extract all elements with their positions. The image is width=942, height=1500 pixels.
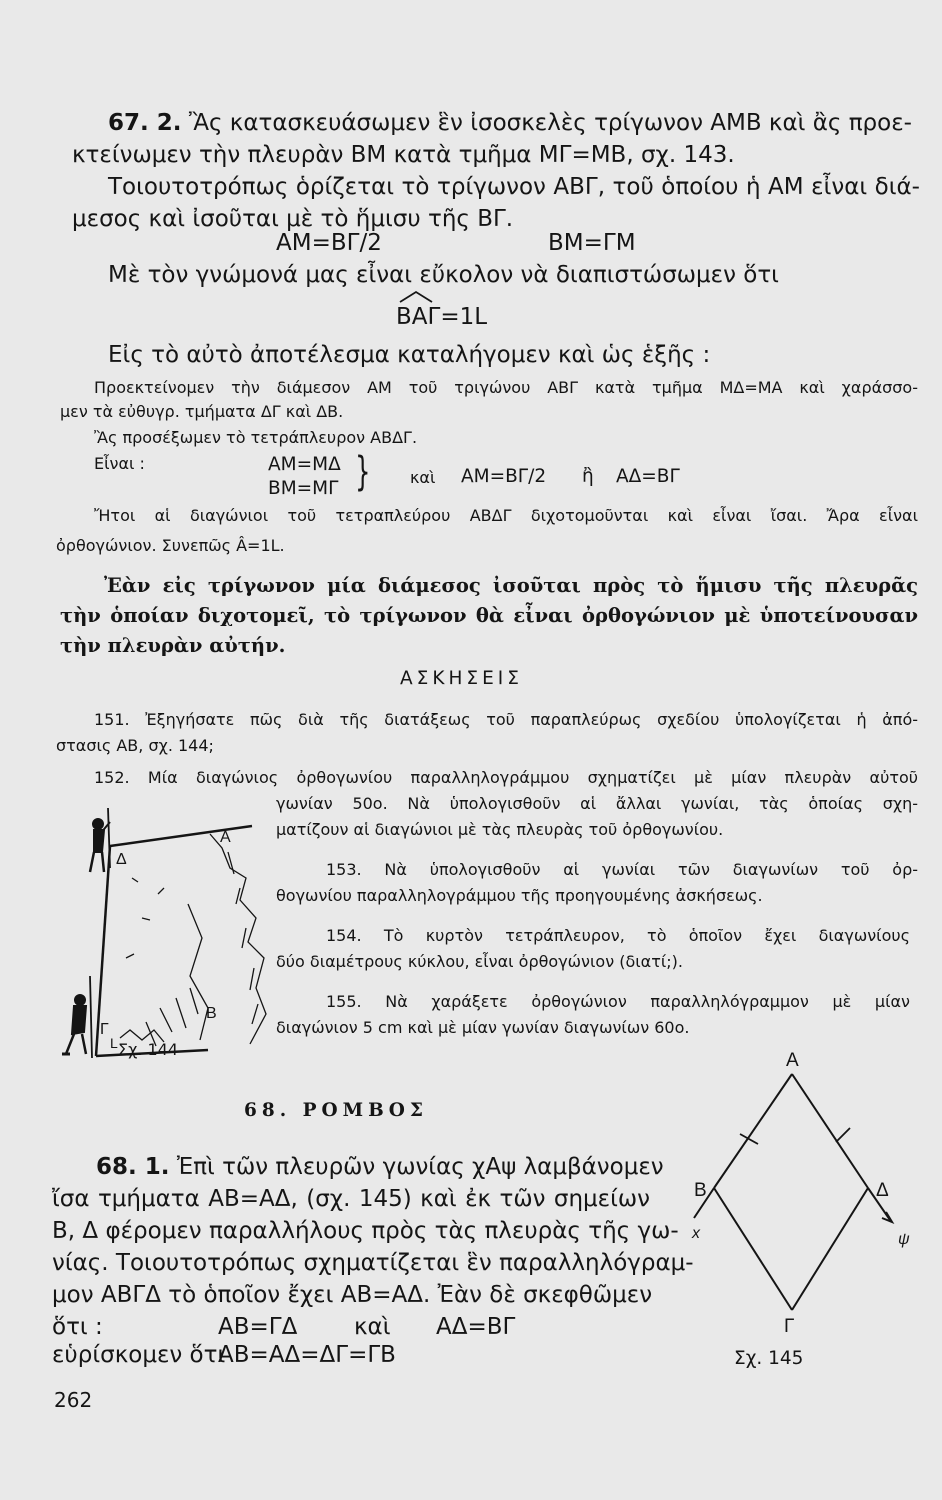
fig145-label-A: Α	[786, 1050, 799, 1071]
fig144-label-Gamma: Γ	[100, 1021, 109, 1038]
paragraph-67-2-line-2: κτείνωμεν τὴν πλευρὰν ΒΜ κατὰ τμῆμα ΜΓ=ΜΒ, σχ. 143.	[72, 142, 735, 168]
proof-line-2: μεν τὰ εὐθυγρ. τμήματα ΔΓ καὶ ΔΒ.	[60, 402, 344, 421]
section-number-67-2: 67. 2.	[108, 110, 182, 136]
section-68-line-1	[96, 1156, 664, 1179]
proof-eq-am-md: ΑΜ=ΜΔ	[268, 454, 341, 475]
fig144-label-Delta: Δ	[116, 851, 127, 868]
proof-eq-ad-bg: ΑΔ=ΒΓ	[616, 466, 680, 487]
section-68-line-3: Β, Δ φέρομεν παραλλήλους πρὸς τὰς πλευρὰς τῆς γω-	[52, 1218, 679, 1244]
figure-145-caption: Σχ. 145	[734, 1348, 804, 1369]
section-68-line-2: ἴσα τμήματα ΑΒ=ΑΔ, (σχ. 145) καὶ ἐκ τῶν σημείων	[52, 1186, 650, 1212]
exercise-153-line-2: θογωνίου παραλληλογράμμου τῆς προηγουμένης ἀσκήσεως.	[276, 886, 763, 905]
proof-line-5: ὀρθογώνιον. Συνεπῶς Â=1L.	[56, 536, 285, 555]
exercise-152-line-2: γωνίαν 50ο. Νὰ ὑπολογισθοῦν αἱ ἄλλαι γωνίαι, τὰς ὁποίας σχη-	[276, 794, 918, 813]
text: Ἐπὶ τῶν πλευρῶν γωνίας χΑψ λαμβάνομεν	[176, 1154, 664, 1180]
paragraph-67-2-line-4: μεσος καὶ ἰσοῦται μὲ τὸ ἥμισυ τῆς ΒΓ.	[72, 206, 514, 232]
figure-144-illustration	[60, 808, 280, 1070]
fig145-label-Gamma: Γ	[784, 1316, 795, 1337]
right-brace: }	[355, 449, 371, 495]
equation-bag-right-angle: ΒΑΓ=1L	[396, 304, 488, 330]
section-68-find: εὑρίσκομεν ὅτι	[52, 1342, 226, 1368]
paragraph-67-2-line-3: Τοιουτοτρόπως ὁρίζεται τὸ τρίγωνον ΑΒΓ, τοῦ ὁποίου ἡ ΑΜ εἶναι διά-	[108, 174, 920, 200]
exercise-153-line-1: 153. Νὰ ὑπολογισθοῦν αἱ γωνίαι τῶν διαγωνίων τοῦ ὀρ-	[326, 860, 918, 879]
exercise-152-line-3: ματίζουν αἱ διαγώνιοι μὲ τὰς πλευρὰς τοῦ ὀρθογωνίου.	[276, 820, 724, 839]
paragraph-67-2-line-6: Εἰς τὸ αὐτὸ ἀποτέλεσμα καταλήγομεν καὶ ὡς ἑξῆς :	[108, 342, 711, 368]
section-68-kai: καὶ	[354, 1314, 391, 1340]
equation-am: AM=ΒΓ/2	[276, 230, 382, 256]
proof-einai: Εἶναι :	[94, 454, 145, 473]
section-68-title: 68. ΡΟΜΒΟΣ	[244, 1100, 428, 1121]
angle-hat-mark	[398, 290, 434, 304]
fig144-label-L: L	[110, 1035, 118, 1051]
proof-eq-bm-mg: ΒΜ=ΜΓ	[268, 478, 339, 499]
exercise-152-line-1: 152. Μία διαγώνιος ὀρθογωνίου παραλληλογράμμου σχηματίζει μὲ μίαν πλευρὰν αὐτοῦ	[94, 768, 918, 787]
fig144-label-A: Α	[220, 829, 231, 846]
section-68-line-5: μον ΑΒΓΔ τὸ ὁποῖον ἔχει ΑΒ=ΑΔ. Ἐὰν δὲ σκεφθῶμεν	[52, 1282, 653, 1308]
section-68-eq-rhombus: ΑΒ=ΑΔ=ΔΓ=ΓΒ	[218, 1342, 396, 1368]
proof-or: ἢ	[582, 466, 594, 487]
figure-145-rhombus	[660, 1044, 930, 1344]
fig145-label-Delta: Δ	[876, 1180, 889, 1201]
exercise-155-line-1: 155. Νὰ χαράξετε ὀρθογώνιον παραλληλόγραμμον μὲ μίαν	[326, 992, 910, 1011]
paragraph-67-2-line-1	[108, 112, 920, 135]
exercise-154-line-1: 154. Τὸ κυρτὸν τετράπλευρον, τὸ ὁποῖον ἔχει διαγωνίους	[326, 926, 910, 945]
equation-bm: BM=ΓΜ	[548, 230, 636, 256]
proof-line-1: Προεκτείνομεν τὴν διάμεσον ΑΜ τοῦ τριγώνου ΑΒΓ κατὰ τμῆμα ΜΔ=ΜΑ καὶ χαράσσο-	[94, 378, 918, 397]
exercises-title: ΑΣΚΗΣΕΙΣ	[400, 668, 523, 689]
section-68-eq-ad-bg: ΑΔ=ΒΓ	[436, 1314, 516, 1340]
figure-144-caption: Σχ. 144	[118, 1040, 179, 1059]
proof-kai: καὶ	[410, 468, 436, 487]
fig145-label-psi: ψ	[898, 1231, 910, 1248]
section-68-hoti: ὅτι :	[52, 1314, 103, 1340]
proof-line-4: Ἤτοι αἱ διαγώνιοι τοῦ τετραπλεύρου ΑΒΔΓ διχοτομοῦνται καὶ εἶναι ἴσαι. Ἄρα εἶναι	[94, 506, 918, 525]
section-68-line-4: νίας. Τοιουτοτρόπως σχηματίζεται ἓν παραλληλόγραμ-	[52, 1250, 694, 1276]
fig145-label-B: Β	[694, 1180, 707, 1201]
page-number: 262	[54, 1388, 93, 1412]
exercise-151-line-1: 151. Ἐξηγήσατε πῶς διὰ τῆς διατάξεως τοῦ παραπλεύρως σχεδίου ὑπολογίζεται ἡ ἀπό-	[94, 710, 918, 729]
paragraph-67-2-line-5: Μὲ τὸν γνώμονά μας εἶναι εὔκολον νὰ διαπιστώσωμεν ὅτι	[108, 262, 779, 288]
fig145-label-x: x	[692, 1225, 700, 1242]
proof-eq-am-bg2: ΑΜ=ΒΓ/2	[461, 466, 547, 487]
section-68-eq-ab-gd: ΑΒ=ΓΔ	[218, 1314, 298, 1340]
fig144-label-B: Β	[206, 1005, 217, 1022]
theorem-line-2: τὴν ὁποίαν διχοτομεῖ, τὸ τρίγωνον θὰ εἶναι ὀρθογώνιον μὲ ὑποτείνουσαν	[60, 604, 918, 627]
theorem-line-3: τὴν πλευρὰν αὐτήν.	[60, 634, 286, 657]
section-number-68-1: 68. 1.	[96, 1154, 170, 1180]
text: Ἂς κατασκευάσωμεν ἓν ἰσοσκελὲς τρίγωνον ΑΜΒ καὶ ἂς προε-	[188, 110, 912, 136]
exercise-151-line-2: στασις ΑΒ, σχ. 144;	[56, 736, 214, 755]
exercise-155-line-2: διαγώνιον 5 cm καὶ μὲ μίαν γωνίαν διαγωνίων 60ο.	[276, 1018, 690, 1037]
exercise-154-line-2: δύο διαμέτρους κύκλου, εἶναι ὀρθογώνιον (διατί;).	[276, 952, 683, 971]
theorem-line-1: Ἐὰν εἰς τρίγωνον μία διάμεσος ἰσοῦται πρὸς τὸ ἥμισυ τῆς πλευρᾶς	[104, 574, 918, 597]
proof-line-3: Ἂς προσέξωμεν τὸ τετράπλευρον ΑΒΔΓ.	[94, 428, 418, 447]
